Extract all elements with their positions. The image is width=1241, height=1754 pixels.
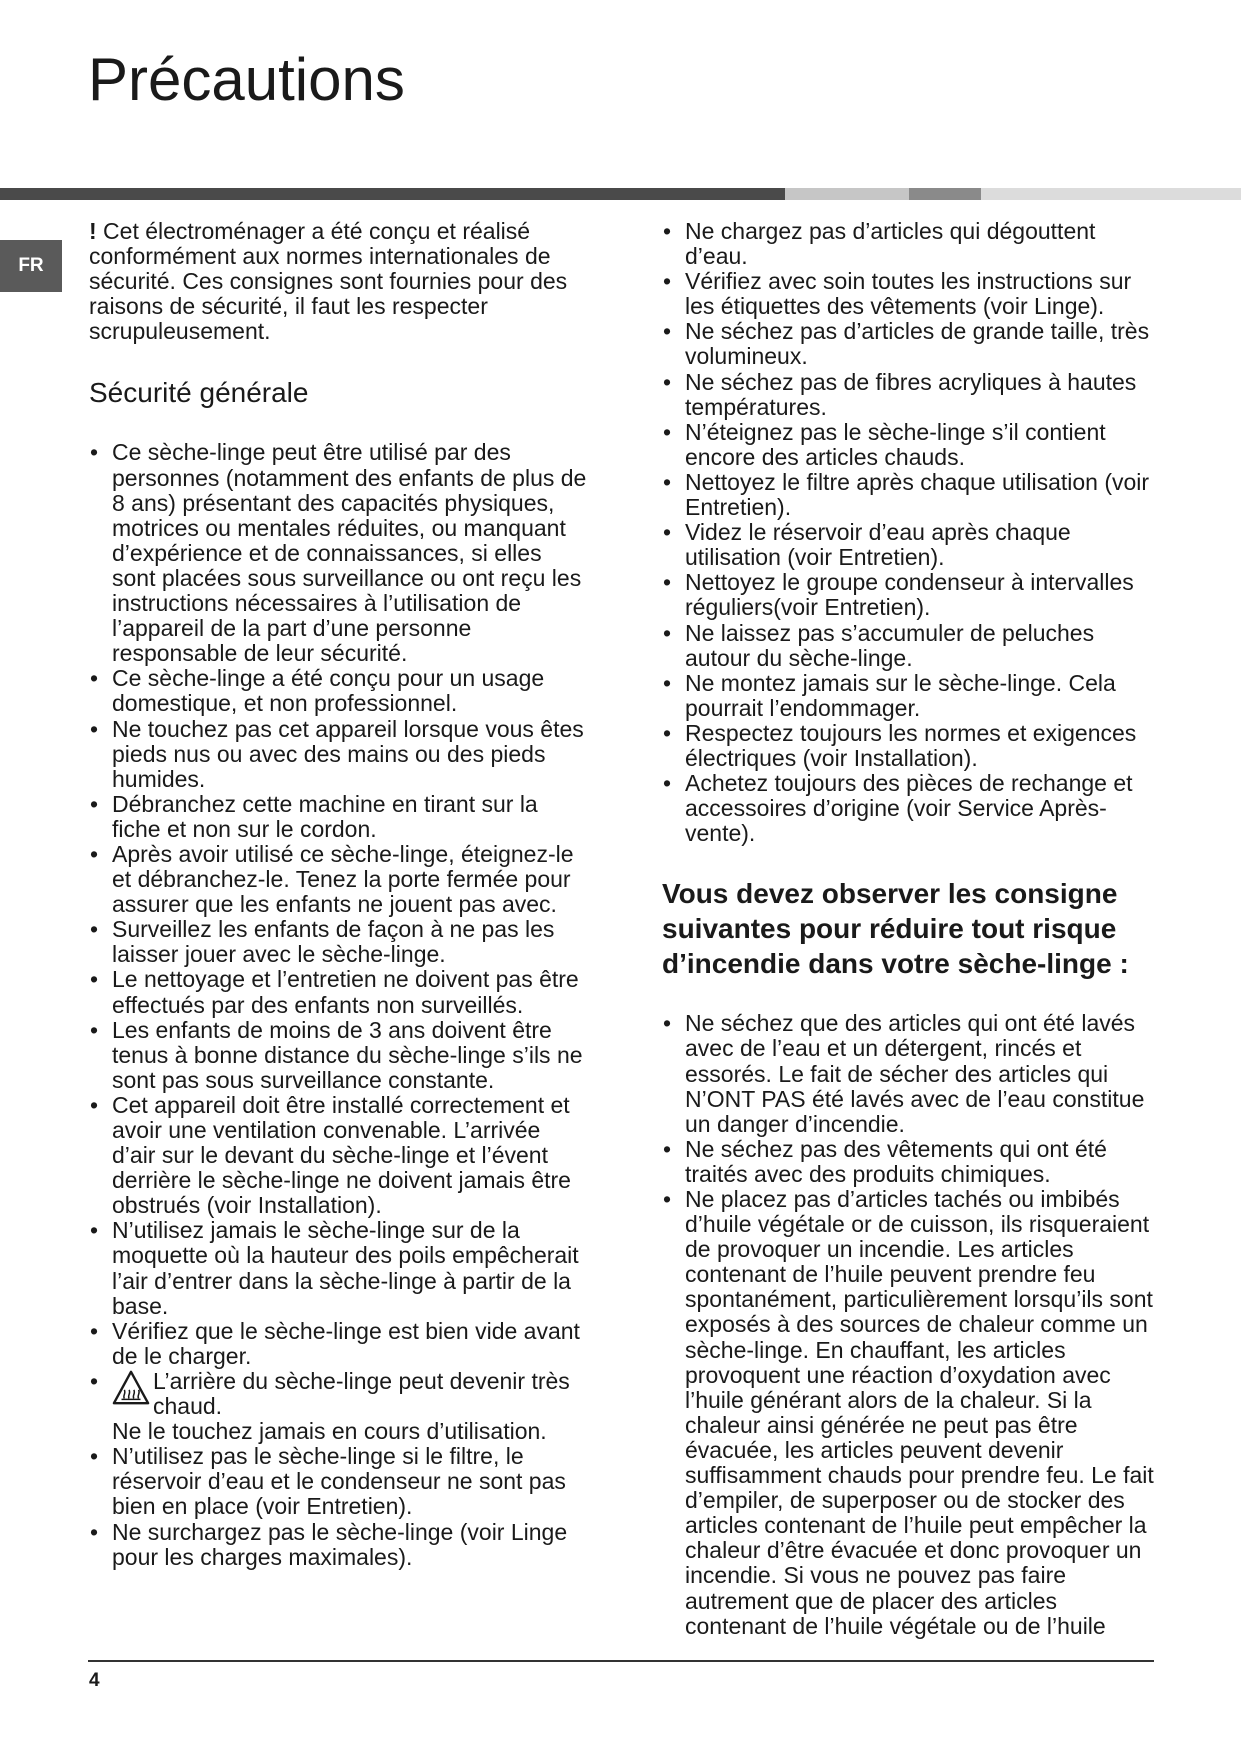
general-safety-list bbox=[89, 440, 589, 1569]
bullet: • bbox=[90, 790, 99, 817]
list-item: • Ce sèche-linge peut être utilisé par des personnes (notamment des enfants de plus de 8 ans) présentant des capacités physiques, motrices ou mentales réduites, ou manquant d’expérience et de connaissances, si elles sont placées sous surveillance ou ont reçu les instructions nécessaires à l’utilisation de l’appareil de la part d’une personne responsable de leur sécurité. bbox=[90, 439, 587, 667]
bullet: • bbox=[663, 268, 672, 295]
bullet: • bbox=[663, 1010, 672, 1037]
list-item: • Les enfants de moins de 3 ans doivent être tenus à bonne distance du sèche-linge s’ils ne sont pas sous surveillance constante. bbox=[90, 1016, 583, 1093]
bullet: • bbox=[663, 218, 672, 244]
bullet: • bbox=[90, 1443, 99, 1470]
page-title: Précautions bbox=[88, 46, 405, 113]
bullet: • bbox=[90, 1091, 99, 1118]
bullet: • bbox=[663, 468, 672, 495]
list-item: • Vérifiez que le sèche-linge est bien vide avant de le charger. bbox=[90, 1317, 580, 1369]
list-item: • Cet appareil doit être installé correctement et avoir une ventilation convenable. L’arrivée d’air sur le devant du sèche-linge et l’évent derrière le sèche-linge ne doivent jamais être obstrués (voir Installation). bbox=[90, 1091, 571, 1219]
list-item: • Débranchez cette machine en tirant sur la fiche et non sur le cordon. bbox=[90, 790, 538, 842]
intro-paragraph bbox=[89, 219, 589, 344]
general-safety-heading: Sécurité générale bbox=[89, 377, 309, 409]
language-tab: FR bbox=[0, 240, 62, 292]
bullet: • bbox=[90, 1367, 99, 1394]
bullet: • bbox=[663, 569, 672, 596]
list-item: • Vérifiez avec soin toutes les instructions sur les étiquettes des vêtements (voir Linge). bbox=[663, 268, 1132, 320]
bullet: • bbox=[663, 719, 672, 746]
bullet: • bbox=[663, 318, 672, 345]
list-item: • Ne laissez pas s’accumuler de peluches autour du sèche-linge. bbox=[663, 619, 1095, 671]
hot-surface-warning-icon bbox=[112, 1369, 150, 1407]
list-item: • Ne touchez pas cet appareil lorsque vous êtes pieds nus ou avec des mains ou des pieds humides. bbox=[90, 715, 584, 792]
list-item: • Ne séchez pas d’articles de grande taille, très volumineux. bbox=[663, 318, 1150, 370]
list-item: • Nettoyez le groupe condenseur à intervalles réguliers(voir Entretien). bbox=[663, 569, 1134, 621]
bullet: • bbox=[663, 1135, 672, 1162]
bullet: • bbox=[90, 916, 99, 943]
bullet: • bbox=[90, 439, 99, 466]
intro-text: Cet électroménager a été conçu et réalisé conformément aux normes internationales de sécurité. Ces consignes sont fournies pour des raisons de sécurité, il faut les respecter scrupuleusement. bbox=[89, 218, 568, 345]
list-item: • Respectez toujours les normes et exigences électriques (voir Installation). bbox=[663, 719, 1137, 771]
list-item: • N’éteignez pas le sèche-linge s’il contient encore des articles chauds. bbox=[663, 418, 1106, 470]
list-item: • Nettoyez le filtre après chaque utilisation (voir Entretien). bbox=[663, 468, 1150, 521]
bullet: • bbox=[663, 368, 672, 395]
list-item: • Ce sèche-linge a été conçu pour un usage domestique, et non professionnel. bbox=[90, 665, 545, 717]
warning-mark: ! bbox=[89, 218, 97, 244]
list-item-hot-surface bbox=[89, 1369, 589, 1444]
list-item: • Surveillez les enfants de façon à ne pas les laisser jouer avec le sèche-linge. bbox=[90, 916, 555, 968]
fire-safety-list bbox=[662, 1011, 1162, 1638]
list-item: • Ne surchargez pas le sèche-linge (voir Linge pour les charges maximales). bbox=[90, 1518, 568, 1570]
hot-surface-note: Ne le touchez jamais en cours d’utilisation. bbox=[112, 1418, 547, 1445]
right-column bbox=[662, 219, 1162, 1639]
additional-safety-list bbox=[662, 219, 1162, 846]
header-stripe-mid bbox=[909, 188, 981, 200]
list-item: • Ne séchez que des articles qui ont été lavés avec de l’eau et un détergent, rincés et essorés. Le fait de sécher des articles qui N’ONT PAS été lavés avec de l’eau constitue un danger d’incendie. bbox=[663, 1010, 1145, 1137]
page-number: 4 bbox=[89, 1670, 100, 1691]
left-column bbox=[89, 219, 589, 1570]
bullet: • bbox=[90, 665, 99, 692]
bullet: • bbox=[663, 669, 672, 696]
hot-surface-text: L’arrière du sèche-linge peut devenir très chaud. bbox=[153, 1367, 570, 1420]
list-item: • Ne séchez pas des vêtements qui ont été traités avec des produits chimiques. bbox=[663, 1135, 1107, 1187]
bullet: • bbox=[90, 1016, 99, 1043]
bullet: • bbox=[90, 1317, 99, 1344]
footer-rule bbox=[88, 1660, 1154, 1662]
header-stripe-dark bbox=[0, 188, 785, 200]
header-stripe-pale bbox=[981, 188, 1241, 200]
list-item: • N’utilisez jamais le sèche-linge sur de la moquette où la hauteur des poils empêcherait l’air d’entrer dans la sèche-linge à partir de la base. bbox=[90, 1217, 579, 1319]
list-item: • Ne chargez pas d’articles qui dégouttent d’eau. bbox=[663, 218, 1096, 270]
bullet: • bbox=[90, 966, 99, 993]
bullet: • bbox=[90, 1518, 99, 1545]
bullet: • bbox=[663, 619, 672, 646]
fire-safety-heading: Vous devez observer les consigne suivantes pour réduire tout risque d’incendie dans votre sèche-linge : bbox=[662, 878, 1129, 980]
list-item: • Après avoir utilisé ce sèche-linge, éteignez-le et débranchez-le. Tenez la porte fermée pour assurer que les enfants ne jouent pas avec. bbox=[90, 840, 574, 918]
bullet: • bbox=[90, 715, 99, 742]
bullet: • bbox=[663, 1186, 672, 1212]
list-item: • N’utilisez pas le sèche-linge si le filtre, le réservoir d’eau et le condenseur ne sont pas bien en place (voir Entretien). bbox=[90, 1443, 566, 1520]
bullet: • bbox=[663, 418, 672, 445]
list-item: • Achetez toujours des pièces de rechange et accessoires d’origine (voir Service Après-vente). bbox=[663, 770, 1133, 847]
list-item: • Videz le réservoir d’eau après chaque utilisation (voir Entretien). bbox=[663, 519, 1071, 571]
list-item: • Ne montez jamais sur le sèche-linge. Cela pourrait l’endommager. bbox=[663, 669, 1116, 721]
bullet: • bbox=[90, 840, 99, 867]
bullet: • bbox=[663, 519, 672, 546]
list-item: • Le nettoyage et l’entretien ne doivent pas être effectués par des enfants non surveillés. bbox=[90, 966, 579, 1018]
bullet: • bbox=[663, 770, 672, 797]
header-stripe-light bbox=[785, 188, 909, 200]
bullet: • bbox=[90, 1217, 99, 1244]
list-item: • Ne séchez pas de fibres acryliques à hautes températures. bbox=[663, 368, 1137, 420]
list-item: • Ne placez pas d’articles tachés ou imbibés d’huile végétale or de cuisson, ils risqueraient de provoquer un incendie. Les articles contenant de l’huile peuvent prendre feu spontanément, particulièrement lorsqu’ils sont exposés à des sources de chaleur comme un sèche-linge. En chauffant, les articles provoquent une réaction d’oxydation avec l’huile générant alors de la chaleur. Si la chaleur ainsi générée ne peut pas être évacuée, les articles peuvent devenir suffisamment chauds pour prendre feu. Le fait d’empiler, de superposer ou de stocker des articles contenant de l’huile peut empêcher la chaleur d’être évacuée et donc provoquer un incendie. Si vous ne pouvez pas faire autrement que de placer des articles contenant de l’huile végétale ou de l’huile bbox=[663, 1186, 1154, 1639]
